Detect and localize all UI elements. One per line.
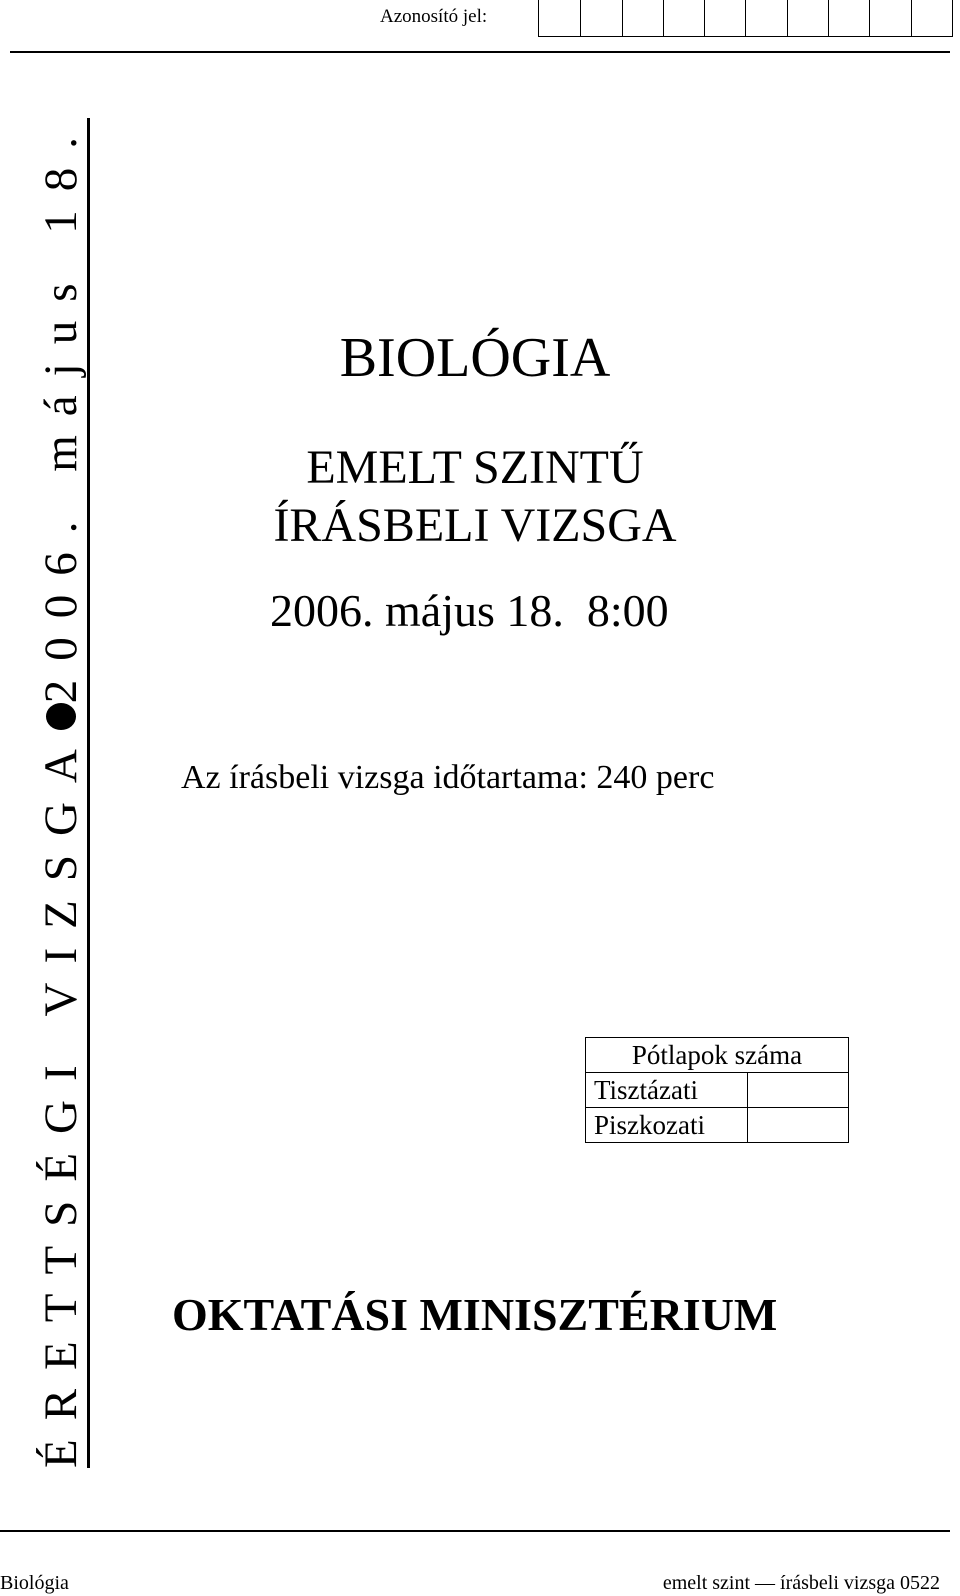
subtitle-line2: ÍRÁSBELI VIZSGA [273,499,677,552]
id-box[interactable] [911,0,952,37]
row-value-tisztazati[interactable] [748,1073,849,1108]
side-divider [87,118,90,1468]
id-box[interactable] [828,0,869,37]
id-box[interactable] [580,0,621,37]
id-box[interactable] [787,0,828,37]
id-box[interactable] [539,0,580,37]
id-boxes[interactable] [538,0,953,37]
row-value-piszkozati[interactable] [748,1108,849,1143]
side-banner [30,118,92,1468]
ministry-name: OKTATÁSI MINISZTÉRIUM [172,1289,778,1340]
footer-exam-info: emelt szint — írásbeli vizsga 0522 [662,1572,940,1594]
table-row [586,1108,849,1143]
bottom-divider [0,1530,950,1532]
top-divider [10,51,950,53]
row-label-tisztazati: Tisztázati [586,1073,748,1108]
bullet-dot-icon [46,703,76,730]
id-box[interactable] [745,0,786,37]
row-label-piszkozati: Piszkozati [586,1108,748,1143]
page-title: BIOLÓGIA [339,327,611,389]
id-box[interactable] [622,0,663,37]
supplementary-sheets-table [585,1037,849,1143]
subtitle-line1: EMELT SZINTŰ [306,441,644,494]
table-row [586,1073,849,1108]
exam-duration: Az írásbeli vizsga időtartama: 240 perc [181,759,715,796]
supplementary-table-header: Pótlapok száma [586,1038,849,1073]
id-box[interactable] [704,0,745,37]
side-banner-left-text: ÉRETTSÉGI VIZSGA [35,730,87,1468]
footer-subject: Biológia [0,1572,69,1594]
exam-date: 2006. május 18. 8:00 [270,585,669,636]
side-banner-right-text: 2006. május 18. [35,118,87,704]
id-box[interactable] [663,0,704,37]
id-label: Azonosító jel: [380,6,488,27]
id-box[interactable] [869,0,910,37]
